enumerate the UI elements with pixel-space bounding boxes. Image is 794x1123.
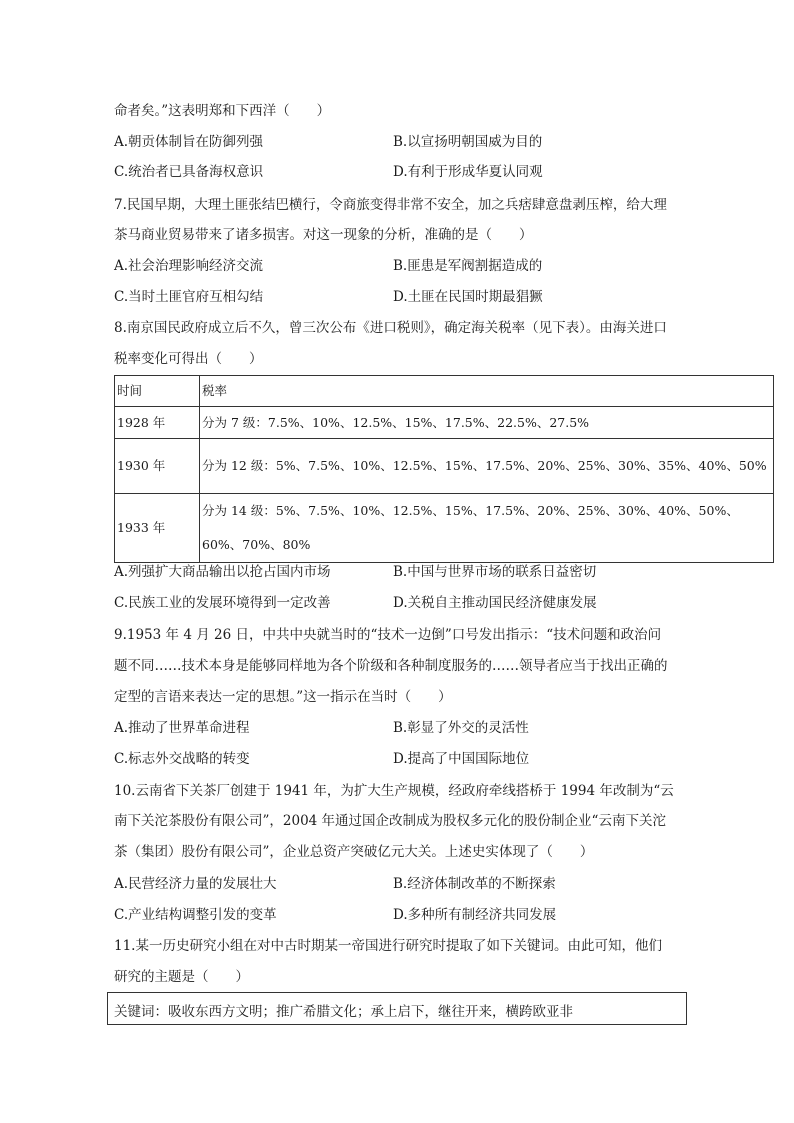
q6-option-c: C.统治者已具备海权意识 <box>114 164 264 180</box>
table-row <box>115 407 774 439</box>
q7-option-a: A.社会治理影响经济交流 <box>114 258 264 274</box>
table-cell-year: 1930 年 <box>115 439 200 494</box>
q7-option-c: C.当时土匪官府互相勾结 <box>114 289 264 305</box>
q6-stem-end: 命者矣。”这表明郑和下西洋（ ） <box>114 103 331 119</box>
q10-option-a: A.民营经济力量的发展壮大 <box>114 876 277 892</box>
table-header-cell: 时间 <box>115 376 200 407</box>
table-header-cell: 税率 <box>200 376 774 407</box>
q6-option-b: B.以宣扬明朝国威为目的 <box>393 134 543 150</box>
tariff-table <box>114 375 774 563</box>
q9-option-b: B.彰显了外交的灵活性 <box>393 720 529 736</box>
q8-option-d: D.关税自主推动国民经济健康发展 <box>393 595 597 611</box>
table-cell-rate: 分为 14 级：5%、7.5%、10%、12.5%、15%、17.5%、20%、25%、30%、40%、50%、60%、70%、80% <box>200 494 774 563</box>
q6-option-d: D.有利于形成华夏认同观 <box>393 164 543 180</box>
q7-stem-line1: 7.民国早期，大理土匪张结巴横行，令商旅变得非常不安全，加之兵痞肆意盘剥压榨，给大理 <box>114 197 667 213</box>
q7-option-b: B.匪患是军阀割据造成的 <box>393 258 543 274</box>
table-cell-year: 1933 年 <box>115 494 200 563</box>
q8-option-c: C.民族工业的发展环境得到一定改善 <box>114 595 331 611</box>
q9-option-d: D.提高了中国国际地位 <box>393 751 530 767</box>
q9-option-c: C.标志外交战略的转变 <box>114 751 250 767</box>
table-cell-rate: 分为 12 级：5%、7.5%、10%、12.5%、15%、17.5%、20%、25%、30%、35%、40%、50% <box>200 439 774 494</box>
q8-stem-line1: 8.南京国民政府成立后不久，曾三次公布《进口税则》，确定海关税率（见下表）。由海关进口 <box>114 320 667 336</box>
keywords-box: 关键词：吸收东西方文明；推广希腊文化；承上启下，继往开来，横跨欧亚非 <box>107 992 687 1025</box>
q10-option-b: B.经济体制改革的不断探索 <box>393 876 556 892</box>
q7-stem-line2: 茶马商业贸易带来了诸多损害。对这一现象的分析，准确的是（ ） <box>114 227 533 243</box>
table-row <box>115 494 774 563</box>
q10-stem-line1: 10.云南省下关茶厂创建于 1941 年，为扩大生产规模，经政府牵线搭桥于 1994 年改制为“云 <box>114 783 674 799</box>
q7-option-d: D.土匪在民国时期最猖獗 <box>393 289 543 305</box>
q8-stem-line2: 税率变化可得出（ ） <box>114 351 263 367</box>
q11-stem-line1: 11.某一历史研究小组在对中古时期某一帝国进行研究时提取了如下关键词。由此可知，他们 <box>114 938 662 954</box>
q9-stem-line1: 9.1953 年 4 月 26 日，中共中央就当时的“技术一边倒”口号发出指示：“技术问题和政治问 <box>114 627 662 643</box>
q10-option-d: D.多种所有制经济共同发展 <box>393 907 557 923</box>
table-cell-year: 1928 年 <box>115 407 200 439</box>
table-row <box>115 439 774 494</box>
q8-option-b: B.中国与世界市场的联系日益密切 <box>393 564 597 580</box>
q11-stem-line2: 研究的主题是（ ） <box>114 969 249 985</box>
q10-stem-line3: 茶（集团）股份有限公司”，企业总资产突破亿元大关。上述史实体现了（ ） <box>114 844 594 860</box>
table-header-row <box>115 376 774 407</box>
q9-option-a: A.推动了世界革命进程 <box>114 720 250 736</box>
q9-stem-line2: 题不同……技术本身是能够同样地为各个阶级和各种制度服务的……领导者应当于找出正确的 <box>114 658 668 674</box>
q10-option-c: C.产业结构调整引发的变革 <box>114 907 277 923</box>
q9-stem-line3: 定型的言语来表达一定的思想。”这一指示在当时（ ） <box>114 689 452 705</box>
q10-stem-line2: 南下关沱茶股份有限公司”，2004 年通过国企改制成为股权多元化的股份制企业“云南下关沱 <box>114 813 666 829</box>
table-cell-rate: 分为 7 级：7.5%、10%、12.5%、15%、17.5%、22.5%、27.5% <box>200 407 774 439</box>
q8-option-a: A.列强扩大商品输出以抢占国内市场 <box>114 564 331 580</box>
q6-option-a: A.朝贡体制旨在防御列强 <box>114 134 264 150</box>
